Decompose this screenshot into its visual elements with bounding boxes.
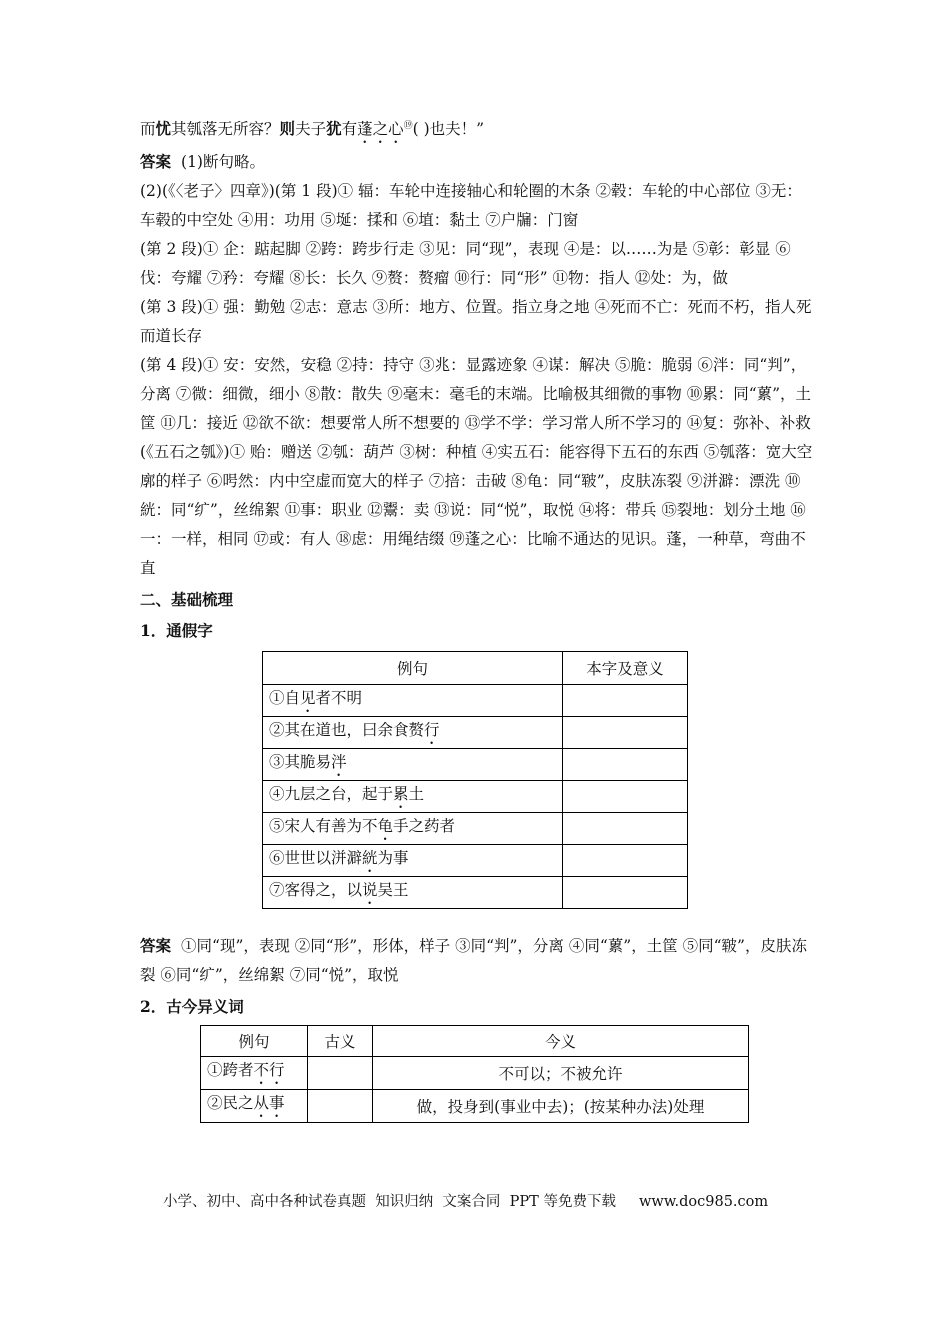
- text-span: 夫子: [295, 120, 327, 139]
- text-span: ⑤宋人有善为不: [269, 816, 378, 835]
- answer-paragraph: (《五石之瓠》)① 贻：赠送 ②瓠：葫芦 ③树：种植 ④实五石：能容得下五石的东西 ⑤瓠落：宽大空廓的样子 ⑥呺然：内中空虚而宽大的样子 ⑦掊：击破 ⑧龟：同“皲”，皮肤冻裂 ⑨洴澼：漂洗 ⑩絖：同“纩”，丝绵絮 ⑪事：职业 ⑫鬻：卖 ⑬说：同“悦”，取悦 ⑭将：带兵 ⑮裂地：划分土地 ⑯一：一样，相同 ⑰或：有人 ⑱虑：用绳结缀 ⑲蓬之心：比喻不通达的见识。蓬，一种草，弯曲不直: [140, 443, 813, 578]
- tongjiazi-table: [262, 651, 688, 909]
- answer-cell[interactable]: [563, 781, 688, 813]
- table-row: [263, 749, 688, 781]
- text-span: 吴王: [377, 880, 409, 899]
- ancient-meaning-cell[interactable]: [308, 1090, 373, 1123]
- dotted-text: 见: [300, 688, 316, 707]
- table-row: [201, 1057, 749, 1090]
- intro-line: [140, 112, 815, 147]
- answer-paragraph: ①同“现”，表现 ②同“形”，形体，样子 ③同“判”，分离 ④同“蔂”，土筐 ⑤同“皲”，皮肤冻裂 ⑥同“纩”，丝绵絮 ⑦同“悦”，取悦: [140, 937, 807, 985]
- footnote-mark: ⑲: [403, 121, 413, 131]
- answer-paragraph: (第 4 段)① 安：安然，安稳 ②持：持守 ③兆：显露迹象 ④谋：解决 ⑤脆：脆弱 ⑥泮：同“判”，分离 ⑦微：细微，细小 ⑧散：散失 ⑨毫末：毫毛的末端。比喻极其细微的事物 ⑩累：同“蔂”，土筐 ⑪几：接近 ⑫欲不欲：想要常人所不想要的 ⑬学不学：学习常人所不学习的 ⑭复：弥补、补救: [140, 356, 812, 433]
- dotted-text: 行: [424, 720, 440, 739]
- table-row: [263, 813, 688, 845]
- answer-cell[interactable]: [563, 717, 688, 749]
- text-span: 其瓠落无所容？: [171, 120, 280, 139]
- answer-cell[interactable]: [563, 877, 688, 909]
- text-span: ⑥世世以洴澼: [269, 848, 363, 867]
- dotted-text: 不行: [253, 1061, 285, 1080]
- column-header: 古义: [308, 1026, 373, 1057]
- example-cell: [201, 1090, 308, 1123]
- dotted-text: 龟: [377, 816, 394, 835]
- table-row: [201, 1090, 749, 1123]
- gujin-yiyi-table: [200, 1025, 749, 1123]
- text-span: ⑦客得之，以: [269, 880, 363, 899]
- text-span: 忧: [155, 119, 172, 139]
- text-span: 手之药者: [393, 816, 456, 835]
- table-row: [263, 877, 688, 909]
- section-heading: 二、基础梳理: [140, 590, 234, 610]
- example-cell: [263, 781, 563, 813]
- answer-paragraph: (2)(《〈老子〉四章》)(第 1 段)① 辐：车轮中连接轴心和轮圈的木条 ②毂：车轮的中心部位 ③无：车毂的中空处 ④用：功用 ⑤埏：揉和 ⑥埴：黏土 ⑦户牖：门窗: [140, 182, 802, 230]
- dotted-text: 说: [362, 880, 378, 899]
- text-span: 有: [341, 120, 358, 139]
- answer-cell[interactable]: [563, 685, 688, 717]
- text-span: ②其在道也，曰余食赘: [269, 720, 425, 739]
- text-span: ④九层之台，起于: [269, 784, 394, 803]
- text-span: ③其脆易: [269, 752, 332, 771]
- answer-label: 答案: [140, 936, 172, 956]
- answer-paragraph: (第 2 段)① 企：踮起脚 ②跨：跨步行走 ③见：同“现”，表现 ④是：以……为是 ⑤彰：彰显 ⑥伐：夸耀 ⑦矜：夸耀 ⑧长：长久 ⑨赘：赘瘤 ⑩行：同“形” ⑪物：指人 ⑫处：为，做: [140, 240, 791, 288]
- dotted-text: 絖: [362, 848, 378, 867]
- text-span: 为事: [377, 848, 409, 867]
- example-cell: [263, 813, 563, 845]
- example-cell: [201, 1057, 308, 1090]
- example-cell: [263, 717, 563, 749]
- table-header-row: [201, 1026, 749, 1057]
- ancient-meaning-cell[interactable]: [308, 1057, 373, 1090]
- column-header: 例句: [201, 1026, 308, 1057]
- text-span: 则: [279, 119, 296, 139]
- column-header: 本字及意义: [563, 652, 688, 685]
- page-footer: 小学、初中、高中各种试卷真题 知识归纳 文案合同 PPT 等免费下载 www.doc985.com: [163, 1194, 769, 1210]
- column-header: 今义: [373, 1026, 749, 1057]
- answer-cell[interactable]: [563, 749, 688, 781]
- subsection-heading: 2．古今异义词: [140, 997, 244, 1017]
- modern-meaning-cell: 做，投身到(事业中去)；(按某种办法)处理: [373, 1090, 749, 1123]
- answer-label: 答案: [140, 152, 172, 172]
- table-row: [263, 781, 688, 813]
- text-span: 犹: [326, 119, 342, 139]
- answer-block-2: [140, 931, 815, 990]
- dotted-text: 泮: [331, 752, 347, 771]
- subsection-heading: 1．通假字: [140, 621, 213, 641]
- example-cell: [263, 877, 563, 909]
- example-cell: [263, 749, 563, 781]
- answer-cell[interactable]: [563, 813, 688, 845]
- text-span: ( )也夫！”: [412, 120, 485, 139]
- text-span: 者不明: [315, 688, 363, 707]
- text-span: 而: [140, 120, 156, 139]
- text-span: ①跨者: [207, 1061, 254, 1080]
- table-header-row: [263, 652, 688, 685]
- text-span: ①自: [269, 688, 301, 707]
- answer-paragraph: (1)断句略。: [181, 153, 265, 172]
- table-row: [263, 717, 688, 749]
- example-cell: [263, 685, 563, 717]
- dotted-text: 从事: [253, 1094, 285, 1113]
- modern-meaning-cell: 不可以；不被允许: [373, 1057, 749, 1090]
- answer-block: [140, 147, 815, 177]
- dotted-text: 蓬之心: [357, 120, 404, 139]
- answer-paragraph: (第 3 段)① 强：勤勉 ②志：意志 ③所：地方、位置。指立身之地 ④死而不亡：死而不朽，指人死而道长存: [140, 298, 812, 346]
- text-span: 土: [408, 784, 425, 803]
- column-header: 例句: [263, 652, 563, 685]
- text-span: ②民之: [207, 1094, 254, 1113]
- document-body: [140, 112, 815, 1123]
- example-cell: [263, 845, 563, 877]
- table-row: [263, 845, 688, 877]
- answer-cell[interactable]: [563, 845, 688, 877]
- table-row: [263, 685, 688, 717]
- dotted-text: 累: [393, 784, 409, 803]
